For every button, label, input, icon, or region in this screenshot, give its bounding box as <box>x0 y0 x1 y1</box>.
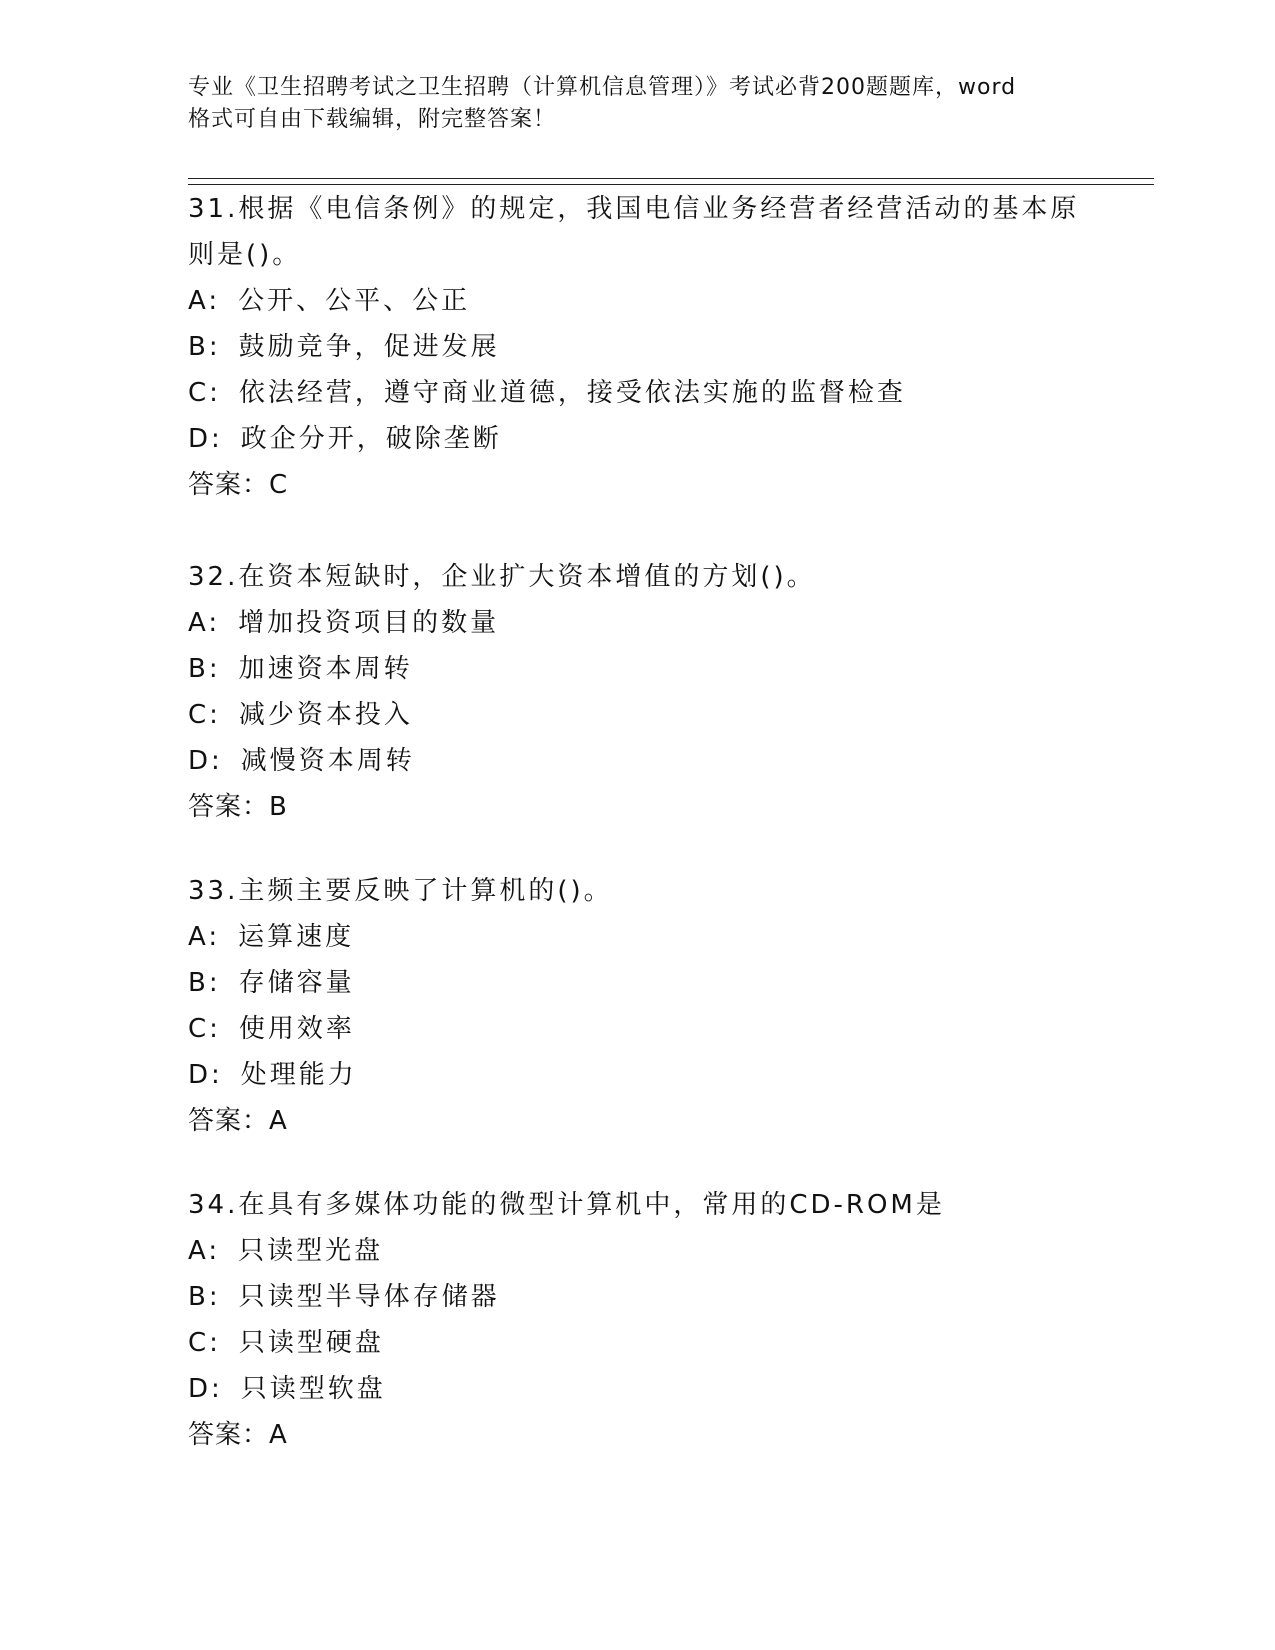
option-text: 只读型半导体存储器 <box>238 1282 500 1312</box>
question-34 <box>188 1182 1108 1458</box>
answer-key: 答案：A <box>188 1420 288 1450</box>
option-letter: C: <box>188 1014 221 1044</box>
option-letter: B: <box>188 1282 221 1312</box>
option-d <box>188 738 1108 784</box>
option-a <box>188 914 1108 960</box>
option-letter: A: <box>188 608 221 638</box>
option-text: 使用效率 <box>238 1014 355 1044</box>
option-text: 减慢资本周转 <box>240 746 415 776</box>
option-text: 存储容量 <box>238 968 355 998</box>
option-text: 减少资本投入 <box>238 700 413 730</box>
question-32 <box>188 554 1108 830</box>
question-31 <box>188 186 1108 508</box>
header-line-1: 专业《卫生招聘考试之卫生招聘（计算机信息管理）》考试必背200题题库，word <box>188 75 1017 100</box>
option-d <box>188 1052 1108 1098</box>
question-stem: 34.在具有多媒体功能的微型计算机中，常用的CD-ROM是 <box>188 1190 945 1220</box>
header-divider-bottom <box>188 184 1154 185</box>
option-b <box>188 324 1108 370</box>
option-text: 处理能力 <box>240 1060 357 1090</box>
option-text: 依法经营，遵守商业道德，接受依法实施的监督检查 <box>238 378 906 408</box>
option-a <box>188 600 1108 646</box>
question-stem-continued: 则是()。 <box>188 240 302 270</box>
option-b <box>188 960 1108 1006</box>
option-letter: B: <box>188 654 221 684</box>
option-letter: A: <box>188 1236 221 1266</box>
option-d <box>188 1366 1108 1412</box>
option-letter: C: <box>188 700 221 730</box>
option-a <box>188 278 1108 324</box>
option-letter: A: <box>188 922 221 952</box>
option-letter: D: <box>188 746 223 776</box>
option-letter: B: <box>188 968 221 998</box>
option-text: 增加投资项目的数量 <box>238 608 500 638</box>
question-stem: 31.根据《电信条例》的规定，我国电信业务经营者经营活动的基本原 <box>188 194 1080 224</box>
option-a <box>188 1228 1108 1274</box>
option-letter: D: <box>188 424 223 454</box>
header-divider-top <box>188 178 1154 179</box>
question-stem: 32.在资本短缺时，企业扩大资本增值的方划()。 <box>188 562 816 592</box>
option-c <box>188 1320 1108 1366</box>
question-stem: 33.主频主要反映了计算机的()。 <box>188 876 613 906</box>
option-b <box>188 1274 1108 1320</box>
option-c <box>188 1006 1108 1052</box>
option-letter: C: <box>188 1328 221 1358</box>
option-text: 加速资本周转 <box>238 654 413 684</box>
option-letter: B: <box>188 332 221 362</box>
question-33 <box>188 868 1108 1144</box>
option-text: 只读型硬盘 <box>238 1328 384 1358</box>
option-text: 只读型光盘 <box>238 1236 384 1266</box>
option-d <box>188 416 1108 462</box>
option-letter: A: <box>188 286 221 316</box>
option-text: 鼓励竞争，促进发展 <box>238 332 500 362</box>
answer-key: 答案：B <box>188 792 288 822</box>
option-letter: C: <box>188 378 221 408</box>
option-b <box>188 646 1108 692</box>
option-text: 运算速度 <box>238 922 355 952</box>
document-header <box>188 72 1108 136</box>
option-text: 政企分开，破除垄断 <box>240 424 502 454</box>
answer-key: 答案：A <box>188 1106 288 1136</box>
option-text: 只读型软盘 <box>240 1374 386 1404</box>
option-c <box>188 370 1108 416</box>
option-c <box>188 692 1108 738</box>
answer-key: 答案：C <box>188 470 289 500</box>
header-line-2: 格式可自由下载编辑，附完整答案！ <box>188 107 557 132</box>
option-text: 公开、公平、公正 <box>238 286 471 316</box>
option-letter: D: <box>188 1060 223 1090</box>
option-letter: D: <box>188 1374 223 1404</box>
